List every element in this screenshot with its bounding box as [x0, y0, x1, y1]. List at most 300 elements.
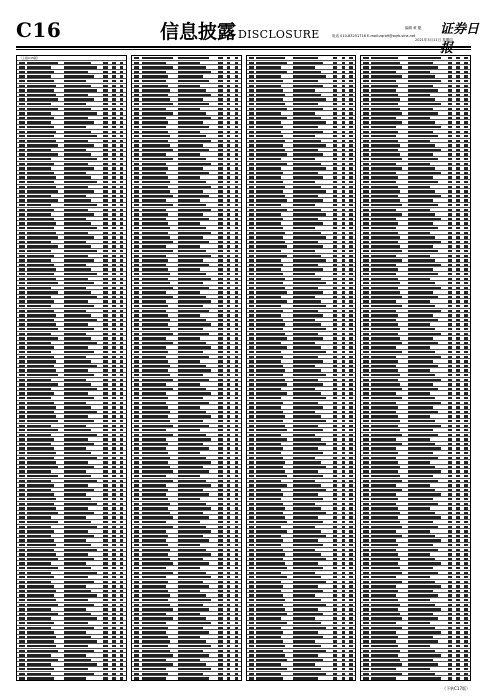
table-cell	[19, 530, 25, 532]
table-cell	[103, 278, 107, 280]
table-cell	[27, 668, 54, 670]
table-cell	[408, 144, 436, 146]
table-cell	[227, 158, 230, 160]
table-cell	[142, 296, 173, 298]
table-cell	[120, 581, 123, 583]
table-cell	[112, 429, 115, 431]
table-cell	[134, 429, 140, 431]
table-cell	[235, 604, 238, 606]
table-cell	[134, 379, 140, 381]
table-cell	[464, 199, 467, 201]
table-cell	[371, 585, 395, 587]
table-cell	[371, 392, 395, 394]
table-cell	[218, 535, 222, 537]
table-cell	[218, 608, 222, 610]
table-cell	[333, 310, 337, 312]
table-cell	[178, 209, 211, 211]
table-cell	[456, 314, 459, 316]
table-cell	[227, 654, 230, 656]
table-cell	[227, 346, 230, 348]
table-cell	[349, 103, 352, 105]
table-cell	[256, 236, 283, 238]
table-cell	[448, 356, 452, 358]
table-cell	[349, 232, 352, 234]
table-cell	[371, 594, 395, 596]
table-cell	[178, 484, 211, 486]
table-cell	[120, 250, 123, 252]
table-cell	[178, 232, 211, 234]
table-cell	[371, 415, 398, 417]
table-cell	[456, 466, 459, 468]
table-cell	[235, 333, 238, 335]
table-cell	[363, 227, 369, 229]
table-cell	[293, 333, 318, 335]
table-cell	[227, 126, 230, 128]
table-cell	[27, 71, 54, 73]
table-cell	[64, 314, 92, 316]
table-cell	[103, 190, 107, 192]
table-cell	[142, 135, 171, 137]
table-cell	[293, 190, 326, 192]
table-cell	[120, 278, 123, 280]
table-cell	[19, 392, 25, 394]
table-cell	[27, 80, 54, 82]
table-cell	[333, 218, 337, 220]
table-cell	[112, 457, 115, 459]
table-cell	[256, 287, 285, 289]
table-cell	[349, 572, 352, 574]
table-cell	[363, 337, 369, 339]
table-cell	[103, 365, 107, 367]
table-cell	[27, 158, 51, 160]
table-cell	[218, 374, 222, 376]
table-cell	[349, 62, 352, 64]
table-cell	[27, 402, 54, 404]
table-cell	[333, 222, 337, 224]
table-cell	[464, 172, 467, 174]
table-cell	[227, 475, 230, 477]
table-cell	[134, 415, 140, 417]
table-cell	[134, 209, 140, 211]
table-cell	[349, 167, 352, 169]
table-cell	[120, 429, 123, 431]
table-cell	[408, 282, 436, 284]
table-cell	[64, 530, 89, 532]
table-cell	[178, 131, 200, 133]
table-cell	[178, 411, 206, 413]
table-cell	[448, 300, 452, 302]
table-cell	[256, 268, 280, 270]
table-cell	[19, 411, 25, 413]
table-cell	[249, 604, 255, 606]
table-cell	[448, 153, 452, 155]
table-cell	[103, 356, 107, 358]
table-cell	[64, 594, 97, 596]
table-cell	[464, 149, 467, 151]
table-cell	[235, 383, 238, 385]
table-cell	[142, 66, 173, 68]
table-cell	[408, 328, 436, 330]
table-cell	[218, 677, 222, 679]
table-cell	[142, 415, 169, 417]
table-cell	[256, 406, 280, 408]
table-cell	[235, 71, 238, 73]
table-cell	[256, 420, 283, 422]
table-cell	[249, 131, 255, 133]
table-cell	[342, 406, 345, 408]
table-cell	[363, 673, 369, 675]
table-cell	[342, 535, 345, 537]
table-cell	[112, 572, 115, 574]
table-cell	[112, 411, 115, 413]
table-cell	[227, 323, 230, 325]
table-cell	[134, 562, 140, 564]
table-cell	[142, 402, 166, 404]
table-cell	[64, 627, 94, 629]
table-cell	[227, 241, 230, 243]
table-cell	[249, 429, 255, 431]
table-cell	[256, 291, 287, 293]
table-cell	[293, 149, 318, 151]
table-cell	[227, 172, 230, 174]
table-cell	[142, 636, 169, 638]
table-cell	[120, 94, 123, 96]
table-cell	[178, 673, 203, 675]
table-cell	[142, 379, 173, 381]
table-cell	[178, 360, 200, 362]
table-cell	[64, 659, 92, 661]
table-cell	[456, 131, 459, 133]
table-cell	[342, 319, 345, 321]
table-cell	[349, 140, 352, 142]
table-cell	[134, 585, 140, 587]
table-cell	[456, 255, 459, 257]
table-cell	[456, 300, 459, 302]
table-cell	[256, 498, 280, 500]
table-column	[246, 55, 357, 681]
table-cell	[235, 415, 238, 417]
table-cell	[456, 75, 459, 77]
table-cell	[249, 402, 255, 404]
table-cell	[342, 80, 345, 82]
table-cell	[333, 158, 337, 160]
table-cell	[363, 406, 369, 408]
table-cell	[448, 631, 452, 633]
table-cell	[293, 659, 323, 661]
table-cell	[178, 406, 200, 408]
table-cell	[448, 452, 452, 454]
table-cell	[142, 411, 171, 413]
table-cell	[371, 402, 395, 404]
table-cell	[112, 135, 115, 137]
table-cell	[64, 429, 92, 431]
table-cell	[64, 273, 97, 275]
table-cell	[120, 126, 123, 128]
table-cell	[363, 392, 369, 394]
table-cell	[408, 314, 433, 316]
table-cell	[456, 622, 459, 624]
table-cell	[218, 241, 222, 243]
table-cell	[178, 576, 211, 578]
table-cell	[64, 222, 92, 224]
table-cell	[103, 503, 107, 505]
table-cell	[464, 581, 467, 583]
table-cell	[464, 314, 467, 316]
table-cell	[371, 131, 398, 133]
table-cell	[227, 544, 230, 546]
table-cell	[342, 287, 345, 289]
table-cell	[64, 558, 94, 560]
table-cell	[371, 466, 400, 468]
table-cell	[178, 636, 200, 638]
table-cell	[218, 328, 222, 330]
table-cell	[142, 314, 169, 316]
table-cell	[27, 447, 54, 449]
table-cell	[293, 287, 318, 289]
table-cell	[349, 153, 352, 155]
table-cell	[64, 181, 97, 183]
table-cell	[293, 167, 326, 169]
table-cell	[448, 314, 452, 316]
table-cell	[342, 613, 345, 615]
table-cell	[227, 516, 230, 518]
table-cell	[142, 512, 171, 514]
table-cell	[112, 264, 115, 266]
table-cell	[227, 337, 230, 339]
table-cell	[227, 650, 230, 652]
table-cell	[464, 369, 467, 371]
table-cell	[19, 131, 25, 133]
table-cell	[134, 608, 140, 610]
table-cell	[178, 379, 208, 381]
table-cell	[134, 457, 140, 459]
table-cell	[333, 452, 337, 454]
continuation-note: （下转C17版）	[442, 686, 470, 691]
table-cell	[363, 85, 369, 87]
table-cell	[333, 232, 337, 234]
table-cell	[342, 539, 345, 541]
table-cell	[64, 117, 89, 119]
table-cell	[235, 310, 238, 312]
table-cell	[134, 291, 140, 293]
table-cell	[408, 475, 433, 477]
table-cell	[103, 659, 107, 661]
table-cell	[19, 62, 25, 64]
table-cell	[448, 613, 452, 615]
table-cell	[19, 388, 25, 390]
table-cell	[464, 278, 467, 280]
table-cell	[456, 149, 459, 151]
table-cell	[103, 461, 107, 463]
table-cell	[333, 195, 337, 197]
table-cell	[27, 659, 58, 661]
table-cell	[112, 195, 115, 197]
table-cell	[64, 232, 89, 234]
table-cell	[464, 195, 467, 197]
table-cell	[227, 663, 230, 665]
table-cell	[227, 71, 230, 73]
table-cell	[448, 360, 452, 362]
table-cell	[256, 553, 285, 555]
table-cell	[134, 388, 140, 390]
table-cell	[464, 415, 467, 417]
table-cell	[371, 590, 398, 592]
table-cell	[342, 131, 345, 133]
table-cell	[456, 503, 459, 505]
table-cell	[464, 585, 467, 587]
table-cell	[134, 594, 140, 596]
table-cell	[349, 590, 352, 592]
table-cell	[218, 604, 222, 606]
table-cell	[363, 144, 369, 146]
table-cell	[333, 594, 337, 596]
table-cell	[342, 117, 345, 119]
table-cell	[178, 268, 200, 270]
table-cell	[218, 66, 222, 68]
table-cell	[456, 369, 459, 371]
table-cell	[218, 135, 222, 137]
table-cell	[456, 388, 459, 390]
table-cell	[256, 549, 283, 551]
table-cell	[464, 466, 467, 468]
table-cell	[27, 75, 51, 77]
table-cell	[227, 103, 230, 105]
table-cell	[464, 153, 467, 155]
table-cell	[249, 470, 255, 472]
table-cell	[64, 121, 94, 123]
table-cell	[408, 489, 436, 491]
table-cell	[27, 204, 51, 206]
table-cell	[27, 530, 54, 532]
table-cell	[456, 360, 459, 362]
table-cell	[408, 75, 436, 77]
table-cell	[27, 507, 56, 509]
table-cell	[371, 85, 398, 87]
table-cell	[371, 425, 398, 427]
table-cell	[293, 411, 315, 413]
table-cell	[249, 300, 255, 302]
table-cell	[112, 526, 115, 528]
table-cell	[178, 85, 200, 87]
table-cell	[120, 677, 123, 679]
table-cell	[363, 599, 369, 601]
table-cell	[349, 470, 352, 472]
table-cell	[19, 351, 25, 353]
table-cell	[103, 576, 107, 578]
table-cell	[27, 296, 51, 298]
table-cell	[456, 447, 459, 449]
table-cell	[256, 452, 280, 454]
table-cell	[235, 650, 238, 652]
table-cell	[134, 498, 140, 500]
table-cell	[342, 622, 345, 624]
table-cell	[134, 673, 140, 675]
table-cell	[227, 420, 230, 422]
table-cell	[408, 346, 430, 348]
table-cell	[456, 420, 459, 422]
table-cell	[333, 663, 337, 665]
table-cell	[218, 232, 222, 234]
table-cell	[142, 310, 166, 312]
table-cell	[249, 195, 255, 197]
table-cell	[349, 383, 352, 385]
table-cell	[293, 80, 318, 82]
table-cell	[448, 57, 452, 59]
table-cell	[103, 181, 107, 183]
table-cell	[112, 379, 115, 381]
table-cell	[371, 278, 398, 280]
table-cell	[256, 480, 280, 482]
table-cell	[235, 374, 238, 376]
table-cell	[134, 507, 140, 509]
table-cell	[227, 374, 230, 376]
table-cell	[218, 498, 222, 500]
table-cell	[120, 659, 123, 661]
table-cell	[349, 447, 352, 449]
table-cell	[235, 149, 238, 151]
table-cell	[218, 516, 222, 518]
table-cell	[235, 493, 238, 495]
table-cell	[103, 75, 107, 77]
table-cell	[103, 250, 107, 252]
table-cell	[235, 264, 238, 266]
table-cell	[27, 259, 51, 261]
table-cell	[19, 521, 25, 523]
table-cell	[142, 103, 173, 105]
table-cell	[342, 199, 345, 201]
table-cell	[363, 530, 369, 532]
table-cell	[142, 218, 166, 220]
table-cell	[103, 640, 107, 642]
table-cell	[64, 466, 94, 468]
table-cell	[134, 351, 140, 353]
table-cell	[342, 163, 345, 165]
table-cell	[363, 356, 369, 358]
table-cell	[120, 558, 123, 560]
table-cell	[349, 291, 352, 293]
table-cell	[456, 94, 459, 96]
table-cell	[120, 209, 123, 211]
table-cell	[256, 613, 287, 615]
table-cell	[227, 333, 230, 335]
table-cell	[19, 310, 25, 312]
table-cell	[178, 346, 211, 348]
table-cell	[342, 558, 345, 560]
table-cell	[112, 85, 115, 87]
table-cell	[464, 140, 467, 142]
table-cell	[448, 227, 452, 229]
table-cell	[64, 75, 94, 77]
table-cell	[218, 613, 222, 615]
table-cell	[142, 351, 169, 353]
table-cell	[256, 484, 287, 486]
table-cell	[112, 447, 115, 449]
table-cell	[256, 186, 285, 188]
table-cell	[408, 264, 441, 266]
table-cell	[227, 503, 230, 505]
table-cell	[227, 291, 230, 293]
table-cell	[249, 135, 255, 137]
table-cell	[349, 581, 352, 583]
table-cell	[120, 447, 123, 449]
table-cell	[456, 291, 459, 293]
table-cell	[371, 411, 395, 413]
table-cell	[19, 484, 25, 486]
table-cell	[178, 172, 208, 174]
table-cell	[256, 434, 280, 436]
table-cell	[227, 411, 230, 413]
table-cell	[120, 406, 123, 408]
